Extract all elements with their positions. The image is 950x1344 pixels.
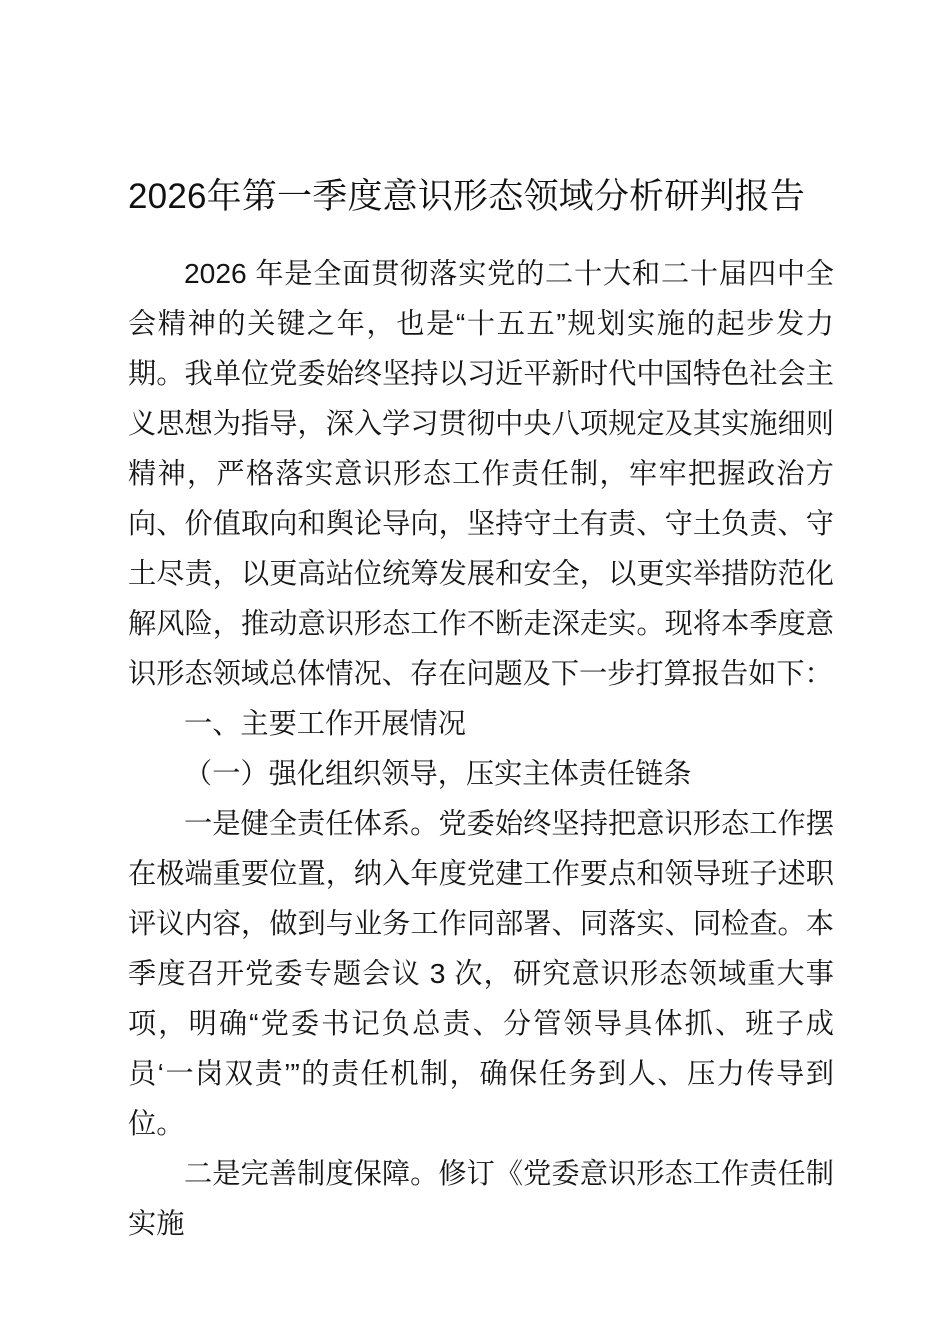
heading-section-1: 一、主要工作开展情况 — [184, 707, 466, 739]
paragraph-item-2: 二是完善制度保障。修订《党委意识形态工作责任制实施 — [128, 1157, 834, 1239]
page-title: 2026年第一季度意识形态领域分析研判报告 — [128, 177, 806, 216]
paragraph-intro: 2026 年是全面贯彻落实党的二十大和二十届四中全会精神的关键之年，也是“十五五”规划实施的起步发力期。我单位党委始终坚持以习近平新时代中国特色社会主义思想为指导，深入学习贯彻中央八项规定及其实施细则精神，严格落实意识形态工作责任制，牢牢把握政治方向、价值取向和舆论导向，坚持守土有责、守土负责、守土尽责，以更高站位统筹发展和安全，以更实举措防范化解风险，推动意识形态工作不断走深走实。现将本季度意识形态领域总体情况、存在问题及下一步打算报告如下： — [128, 257, 834, 689]
paragraph-item-1: 一是健全责任体系。党委始终坚持把意识形态工作摆在极端重要位置，纳入年度党建工作要点和领导班子述职评议内容，做到与业务工作同部署、同落实、同检查。本季度召开党委专题会议 3 次，研究意识形态领域重大事项，明确“党委书记负总责、分管领导具体抓、班子成员‘一岗双责’”的责任机制，确保任务到人、压力传导到位。 — [128, 807, 834, 1139]
document-text-column — [128, 0, 834, 1248]
heading-section-1-1: （一）强化组织领导，压实主体责任链条 — [184, 757, 692, 789]
